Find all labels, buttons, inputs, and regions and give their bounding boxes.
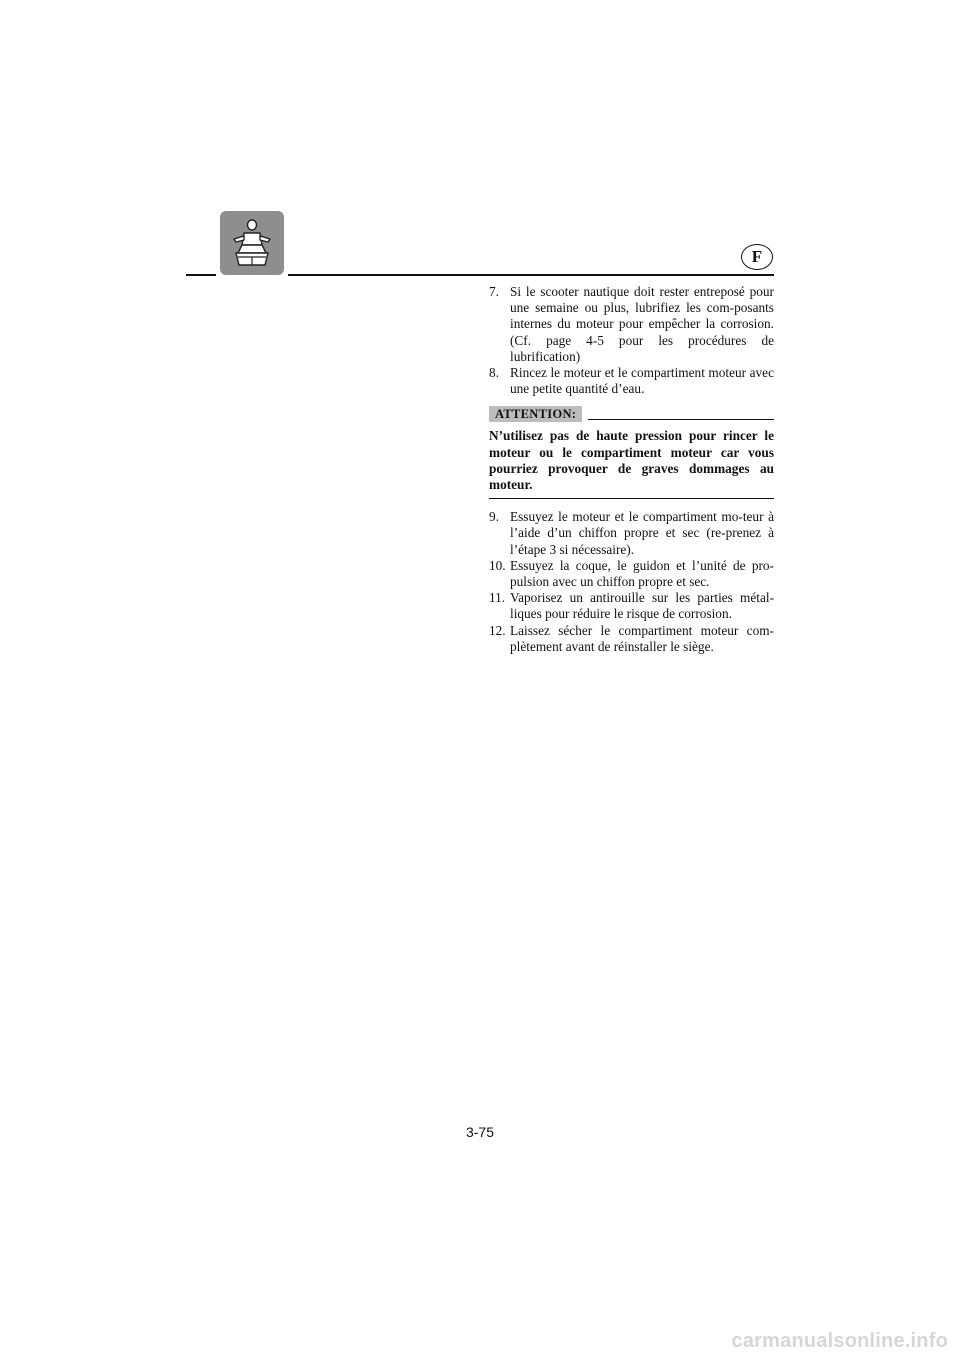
step-item [489, 558, 774, 590]
step-number: 10. [489, 557, 506, 573]
attention-header [489, 406, 774, 422]
step-text: Essuyez la coque, le guidon et l’unité de pro-pulsion avec un chiffon propre et sec. [510, 557, 774, 590]
step-text: Rincez le moteur et le compartiment moteur avec une petite quantité d’eau. [510, 365, 774, 397]
step-number: 11. [489, 590, 506, 606]
step-item [489, 365, 774, 397]
step-list-top [489, 284, 774, 397]
page-number: 3-75 [465, 1124, 495, 1140]
step-item [489, 509, 774, 558]
step-text: Si le scooter nautique doit rester entreposé pour une semaine ou plus, lubrifiez les com-posants internes du moteur pour empêcher la corrosion. (Cf. page 4-5 pour les procédures de lubrification) [510, 284, 774, 364]
step-item [489, 623, 774, 655]
content-column [489, 284, 774, 655]
step-number: 8. [489, 365, 499, 381]
header-rule-left [186, 274, 216, 276]
step-text: Vaporisez un antirouille sur les parties métal-liques pour réduire le risque de corrosion. [510, 590, 774, 622]
step-item [489, 284, 774, 365]
attention-rule [588, 419, 774, 420]
attention-text: N’utilisez pas de haute pression pour rincer le moteur ou le compartiment moteur car vous pourriez provoquer de graves dommages au moteur. [489, 428, 774, 499]
watercraft-rider-icon [220, 211, 284, 275]
header-rule-right [288, 274, 774, 276]
section-icon [220, 211, 284, 275]
step-number: 7. [489, 284, 499, 299]
step-text: Laissez sécher le compartiment moteur com-plètement avant de réinstaller le siège. [510, 622, 774, 654]
step-number: 12. [489, 622, 506, 638]
attention-label: ATTENTION: [489, 406, 582, 422]
step-text: Essuyez le moteur et le compartiment mo-teur à l’aide d’un chiffon propre et sec (re-prenez à l’étape 3 si nécessaire). [510, 509, 774, 557]
watermark: carmanualsonline.info [731, 1330, 948, 1352]
step-item [489, 590, 774, 622]
language-badge: F [741, 244, 773, 270]
step-list-bottom [489, 509, 774, 655]
step-number: 9. [489, 509, 499, 525]
